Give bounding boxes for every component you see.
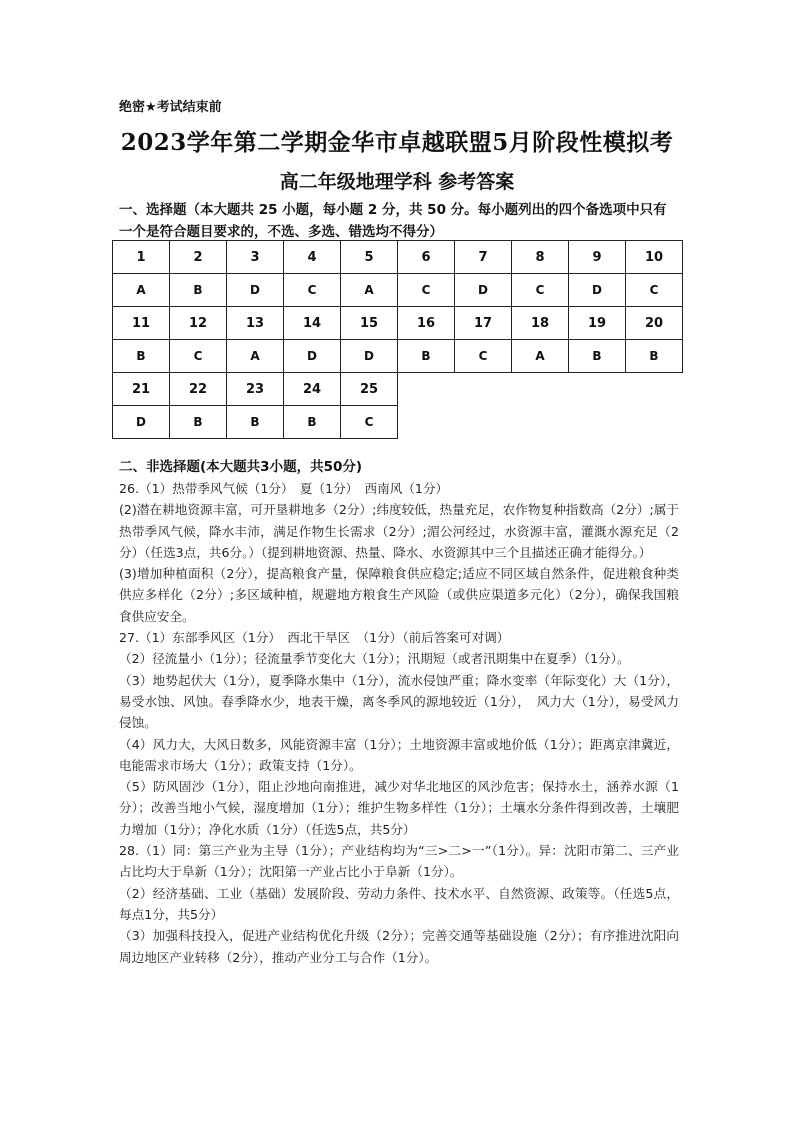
section2-heading: 二、非选择题(本大题共3小题，共50分) [119,459,363,475]
empty-cell [626,406,683,439]
answer-letter-cell: B [569,340,626,373]
question-number-cell: 7 [455,241,512,274]
empty-cell [512,406,569,439]
question-number-cell: 4 [284,241,341,274]
answer-letter-cell: A [227,340,284,373]
section1-heading: 一、选择题（本大题共 25 小题，每小题 2 分，共 50 分。每小题列出的四个备选项中只有一个是符合题目要求的，不选、多选、错选均不得分） [119,202,667,240]
question-number-cell: 22 [170,373,227,406]
answer-letter-cell: C [626,274,683,307]
answer-letter-cell: D [113,406,170,439]
question-number-cell: 21 [113,373,170,406]
question-number-row [113,307,683,340]
confidential-label: 绝密★考试结束前 [119,100,222,115]
answer-paragraph-27-3: （3）地势起伏大（1分），夏季降水集中（1分），流水侵蚀严重；降水变率（年际变化）大（1分），易受水蚀、风蚀。春季降水少，地表干燥，离冬季风的源地较近（1分）， 风力大（1分），易受风力侵蚀。 [119,672,679,731]
answer-paragraph-28-3: （3）加强科技投入，促进产业结构优化升级（2分）；完善交通等基础设施（2分）；有序推进沈阳向周边地区产业转移（2分），推动产业分工与合作（1分）。 [119,928,679,965]
question-number-cell: 12 [170,307,227,340]
empty-cell [455,373,512,406]
answer-paragraph-27-4: （4）风力大，大风日数多，风能资源丰富（1分）；土地资源丰富或地价低（1分）；距离京津冀近，电能需求市场大（1分）；政策支持（1分）。 [119,736,679,773]
answer-paragraph-28-1: 28.（1）同：第三产业为主导（1分）；产业结构均为“三>二>一”（1分）。异：沈阳市第二、三产业占比均大于阜新（1分）；沈阳第一产业占比小于阜新（1分）。 [119,843,679,880]
empty-cell [512,373,569,406]
answer-letter-row [113,340,683,373]
question-number-cell: 11 [113,307,170,340]
answer-letter-cell: B [170,406,227,439]
empty-cell [398,373,455,406]
question-number-cell: 14 [284,307,341,340]
answer-letter-cell: C [455,340,512,373]
answer-letter-cell: B [626,340,683,373]
question-number-cell: 2 [170,241,227,274]
question-number-cell: 3 [227,241,284,274]
question-number-cell: 8 [512,241,569,274]
question-number-cell: 24 [284,373,341,406]
answer-letter-row [113,274,683,307]
answer-letter-cell: B [170,274,227,307]
empty-cell [455,406,512,439]
question-number-row [113,241,683,274]
empty-cell [626,373,683,406]
answer-table [112,240,683,439]
question-number-cell: 18 [512,307,569,340]
answer-paragraph-27-5: （5）防风固沙（1分），阻止沙地向南推进，减少对华北地区的风沙危害；保持水土，涵养水源（1分）；改善当地小气候，湿度增加（1分）；维护生物多样性（1分）；土壤水分条件得到改善，土壤肥力增加（1分）；净化水质（1分）（任选5点，共5分） [119,779,679,837]
answer-letter-cell: D [455,274,512,307]
empty-cell [569,373,626,406]
answer-letter-cell: A [341,274,398,307]
answer-letter-cell: B [227,406,284,439]
answer-paragraph-27-2: （2）径流量小（1分）；径流量季节变化大（1分）；汛期短（或者汛期集中在夏季）（1分）。 [119,651,630,667]
answer-paragraph-28-2: （2）经济基础、工业（基础）发展阶段、劳动力条件、技术水平、自然资源、政策等。（任选5点，每点1分，共5分） [119,885,679,922]
page-subtitle: 高二年级地理学科 参考答案 [279,171,515,193]
answer-letter-cell: B [284,406,341,439]
answer-letter-cell: C [284,274,341,307]
answer-letter-row [113,406,683,439]
answer-letter-cell: B [398,340,455,373]
question-number-cell: 1 [113,241,170,274]
question-number-cell: 17 [455,307,512,340]
empty-cell [398,406,455,439]
question-number-row [113,373,683,406]
question-number-cell: 19 [569,307,626,340]
answer-paragraph-26-2: (2)潜在耕地资源丰富，可开垦耕地多（2分）;纬度较低，热量充足，农作物复种指数高（2分）;属于热带季风气候，降水丰沛，满足作物生长需求（2分）;湄公河经过，水资源丰富，灌溉水源充足（2分）（任选3点，共6分。）（提到耕地资源、热量、降水、水资源其中三个且描述正确才能得分。） [119,502,679,560]
page-title: 2023学年第二学期金华市卓越联盟5月阶段性模拟考 [120,129,674,156]
question-number-cell: 20 [626,307,683,340]
answer-letter-cell: B [113,340,170,373]
answer-letter-cell: D [341,340,398,373]
answer-letter-cell: D [227,274,284,307]
question-number-cell: 16 [398,307,455,340]
question-number-cell: 9 [569,241,626,274]
question-number-cell: 6 [398,241,455,274]
question-number-cell: 5 [341,241,398,274]
answer-letter-cell: C [170,340,227,373]
answer-letter-cell: D [284,340,341,373]
answer-paragraph-26-1: 26.（1）热带季风气候（1分） 夏（1分） 西南风（1分） [119,481,449,496]
question-number-cell: 13 [227,307,284,340]
answer-letter-cell: A [512,340,569,373]
question-number-cell: 10 [626,241,683,274]
answer-paragraph-26-3: (3)增加种植面积（2分），提高粮食产量，保障粮食供应稳定;适应不同区域自然条件，促进粮食种类供应多样化（2分）;多区域种植，规避地方粮食生产风险（或供应渠道多元化）（2分），确保我国粮食供应安全。 [119,566,679,624]
answer-letter-cell: A [113,274,170,307]
question-number-cell: 23 [227,373,284,406]
answer-letter-cell: D [569,274,626,307]
question-number-cell: 15 [341,307,398,340]
answer-letter-cell: C [512,274,569,307]
answer-letter-cell: C [341,406,398,439]
answer-letter-cell: C [398,274,455,307]
empty-cell [569,406,626,439]
question-number-cell: 25 [341,373,398,406]
answer-paragraph-27-1: 27.（1）东部季风区（1分） 西北干旱区 （1分）（前后答案可对调） [119,630,510,646]
section2-body [119,478,679,968]
